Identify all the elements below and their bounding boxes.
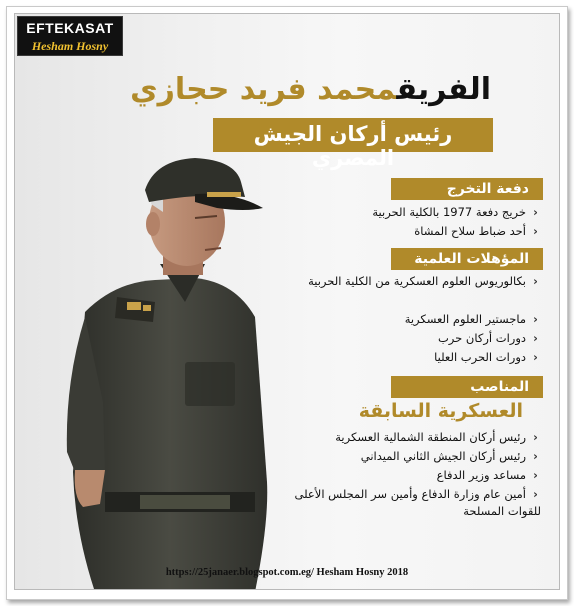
chevron-left-icon: ‹ xyxy=(533,205,538,219)
list-item: ‹رئيس أركان المنطقة الشمالية العسكرية xyxy=(269,429,541,446)
section-qualifications-title: المؤهلات العلمية xyxy=(414,251,529,267)
list-item: ‹خريج دفعة 1977 بالكلية الحربية xyxy=(271,204,541,221)
chevron-left-icon: ‹ xyxy=(533,430,538,444)
list-item: ‹دورات أركان حرب xyxy=(269,330,541,347)
list-item: ‹أحد ضباط سلاح المشاة xyxy=(271,223,541,240)
list-item: ‹ماجستير العلوم العسكرية xyxy=(269,311,541,328)
chevron-left-icon: ‹ xyxy=(533,487,538,501)
section-graduation-heading xyxy=(391,178,543,200)
section-positions-heading xyxy=(391,376,543,398)
officer-portrait xyxy=(45,152,295,590)
chevron-left-icon: ‹ xyxy=(533,468,538,482)
chevron-left-icon: ‹ xyxy=(533,312,538,326)
footer-credit: https://25janaer.blogspot.com.eg/ Hesham Hosny 2018 xyxy=(165,567,409,578)
brand-logo xyxy=(17,16,123,56)
logo-author-text: Hesham Hosny xyxy=(31,39,109,53)
chevron-left-icon: ‹ xyxy=(533,331,538,345)
list-item: ‹أمين عام وزارة الدفاع وأمين سر المجلس الأعلى للقوات المسلحة xyxy=(294,487,541,518)
chevron-left-icon: ‹ xyxy=(533,449,538,463)
title-heading xyxy=(130,72,491,116)
list-item: ‹رئيس أركان الجيش الثاني الميداني xyxy=(269,448,541,465)
infographic-panel xyxy=(14,13,560,590)
section-positions-subtitle: العسكرية السابقة xyxy=(358,400,523,422)
title-name: محمد فريد حجازي xyxy=(130,72,397,107)
section-positions-title: المناصب xyxy=(470,379,529,395)
title-rank: الفريق xyxy=(396,72,491,107)
subtitle-banner xyxy=(213,118,493,170)
chevron-left-icon: ‹ xyxy=(533,274,538,288)
list-item: ‹دورات الحرب العليا xyxy=(269,349,541,366)
chevron-left-icon: ‹ xyxy=(533,224,538,238)
list-item: ‹مساعد وزير الدفاع xyxy=(269,467,541,484)
list-item: ‹بكالوريوس العلوم العسكرية من الكلية الحربية xyxy=(269,273,541,290)
section-graduation-title: دفعة التخرج xyxy=(446,181,529,197)
chevron-left-icon: ‹ xyxy=(533,350,538,364)
subtitle-text: رئيس أركان الجيش المصري xyxy=(253,122,453,170)
section-qualifications-heading xyxy=(391,248,543,270)
logo-brand-text: EFTEKASAT xyxy=(26,20,114,36)
